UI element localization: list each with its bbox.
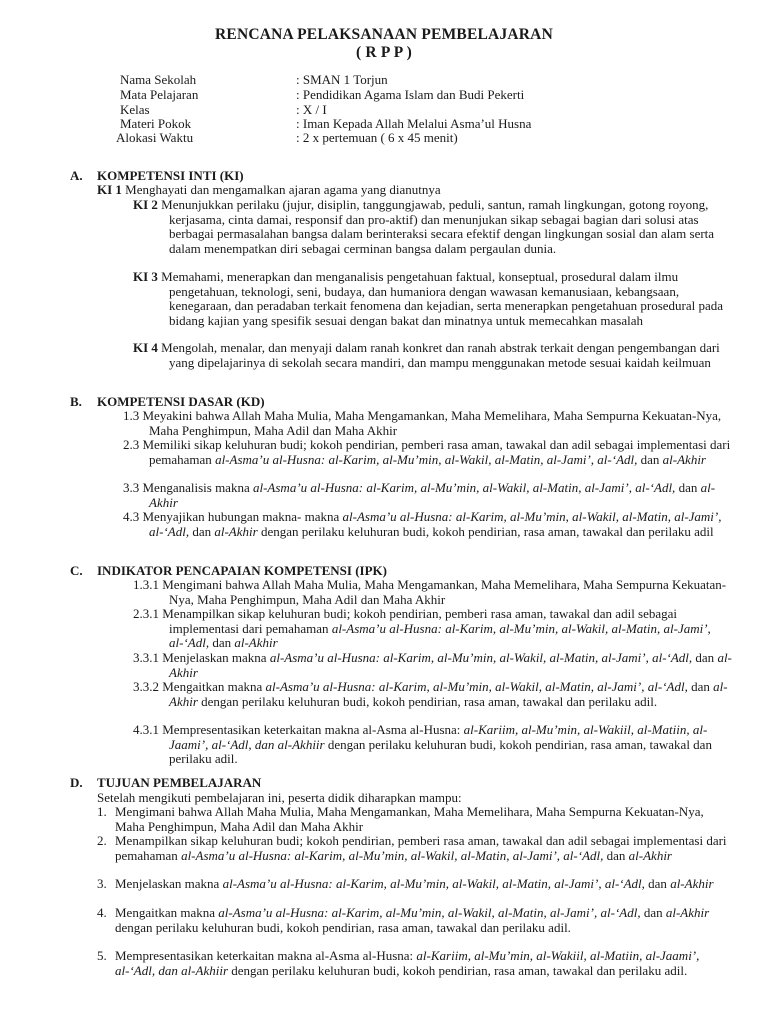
text-run: dan	[209, 635, 235, 651]
goal-number: 2.	[97, 833, 107, 848]
text-run: dengan perilaku keluhuran budi, kokoh pendirian, rasa aman, tawakal dan perilaku adil.	[228, 962, 688, 978]
section-b-title: KOMPETENSI DASAR (KD)	[97, 394, 265, 409]
section-a-letter: A.	[70, 168, 83, 183]
text-run: Mengaitkan makna	[115, 905, 219, 920]
section-b-letter: B.	[70, 394, 82, 409]
ipk-item	[133, 578, 732, 607]
italic-term: al-Asma’u al-Husna: al-Karim, al-Mu’min, al-Wakil, al-Matin, al-Jami’, al-‘Adl,	[252, 480, 676, 495]
text-run: dengan perilaku keluhuran budi, kokoh pendirian, rasa aman, tawakal dan perilaku adil.	[169, 736, 712, 767]
section-c-letter: C.	[70, 563, 83, 578]
item-number: 4.3	[123, 509, 140, 524]
ipk-item	[133, 723, 732, 767]
ki-text: Memahami, menerapkan dan menganalisis pengetahuan faktual, konseptual, prosedural dalam ilmu pengetahuan, teknologi, seni, budaya, dan humaniora dengan wawasan kemanusiaan, kebangsaan, kenegaraan, dan peradaban terkait fenomena dan kejadian, serta menerapkan pengetahuan prosedural pada bidang kajian yang spesifik sesuai dengan bakat dan minatnya untuk memecahkan masalah	[157, 269, 724, 328]
text-run: Menyajikan hubungan makna- makna	[139, 509, 343, 524]
section-a-title: KOMPETENSI INTI (KI)	[97, 168, 244, 183]
item-number: 1.3	[123, 408, 140, 423]
italic-term: al-Asma’u al-Husna: al-Karim, al-Mu’min, al-Wakil, al-Matin, al-Jami’, al-‘Adl,	[181, 847, 604, 863]
text-run: dengan perilaku keluhuran budi, kokoh pendirian, rasa aman, tawakal dan perilaku adil.	[197, 693, 658, 709]
document-title: RENCANA PELAKSANAAN PEMBELAJARAN	[215, 26, 553, 43]
ki-label: KI 1	[97, 182, 122, 197]
item-number: 3.3.2	[133, 679, 159, 694]
kd-item	[123, 481, 732, 510]
italic-term: al-Asma’u al-Husna: al-Karim, al-Mu’min, al-Wakil, al-Matin, al-Jami’, al-‘Adl,	[222, 876, 645, 891]
identity-value: : SMAN 1 Torjun	[296, 72, 388, 87]
ki-text: Mengolah, menalar, dan menyaji dalam ranah konkret dan ranah abstrak terkait dengan pengembangan dari yang dipelajarinya di sekolah secara mandiri, dan mampu menggunakan metode sesuai kaidah keilmuan	[157, 340, 720, 370]
item-number: 3.3.1	[133, 650, 159, 665]
text-run: dengan perilaku keluhuran budi, kokoh pendirian, rasa aman, tawakal dan perilaku adil.	[115, 919, 571, 935]
identity-label: Alokasi Waktu	[116, 130, 194, 145]
text-run: Mempresentasikan keterkaitan makna al-Asma al-Husna:	[115, 948, 417, 963]
goal-number: 5.	[97, 948, 107, 963]
kd-item	[123, 438, 732, 467]
goal-text	[115, 834, 732, 863]
text-run: dan	[189, 523, 215, 539]
text-run: dan	[603, 847, 629, 863]
ipk-item	[133, 607, 732, 651]
ki-label: KI 4	[133, 340, 158, 355]
ki-item	[97, 183, 732, 198]
italic-term: al-Akhir	[169, 679, 728, 709]
kd-item	[123, 409, 732, 438]
goal-item	[97, 877, 732, 892]
item-number: 2.3.1	[133, 606, 159, 621]
text-run: dengan perilaku keluhuran budi, kokoh pendirian, rasa aman, tawakal dan perilaku adil	[257, 523, 714, 539]
identity-value: : X / I	[296, 102, 327, 117]
text-run: Mengimani bahwa Allah Maha Mulia, Maha Mengamankan, Maha Memelihara, Maha Sempurna Kekuatan-Nya, Maha Penghimpun, Maha Adil dan Maha Akhir	[115, 804, 704, 834]
text-run: Menampilkan sikap keluhuran budi; kokoh pendirian, pemberi rasa aman, tawakal dan adil sebagai implementasi dari pemahaman	[159, 606, 678, 636]
text-run: Menjelaskan makna	[115, 876, 223, 891]
text-run: Menjelaskan makna	[159, 650, 270, 665]
text-run: dan	[640, 905, 666, 920]
italic-term: al-Akhir	[628, 847, 672, 863]
ki-item	[133, 270, 732, 328]
section-d-title: TUJUAN PEMBELAJARAN	[97, 775, 262, 790]
italic-term: al-Asma’u al-Husna: al-Karim, al-Mu’min, al-Wakil, al-Matin, al-Jami’, al-‘Adl,	[269, 650, 693, 665]
goal-text	[115, 949, 732, 978]
italic-term: al-Akhir	[665, 905, 710, 920]
section-c-title: INDIKATOR PENCAPAIAN KOMPETENSI (IPK)	[97, 563, 387, 578]
italic-term: al-Akhir	[662, 451, 706, 467]
ipk-item	[133, 651, 732, 680]
ki-text: Menunjukkan perilaku (jujur, disiplin, tanggungjawab, peduli, santun, ramah lingkungan, gotong royong, kerjasama, cinta damai, responsif dan pro-aktif) dan menunjukan sikap sebagai bagian dari solusi atas berbagai permasalahan bangsa dalam berinteraksi secara efektif dengan lingkungan sosial dan alam serta dalam menempatkan diri sebagai cerminan bangsa dalam pergaulan dunia.	[157, 197, 715, 256]
identity-value: : Pendidikan Agama Islam dan Budi Pekerti	[296, 87, 525, 102]
goal-number: 4.	[97, 905, 107, 920]
ki-label: KI 2	[133, 197, 158, 212]
identity-label: Kelas	[120, 102, 150, 117]
text-run: Menganalisis makna	[139, 480, 253, 495]
italic-term: al-Akhir	[149, 480, 716, 510]
text-run: Meyakini bahwa Allah Maha Mulia, Maha Mengamankan, Maha Memelihara, Maha Sempurna Kekuatan-Nya, Maha Penghimpun, Maha Adil dan Maha Akhir	[139, 408, 722, 438]
italic-term: al-Akhir	[234, 635, 278, 651]
section-d-letter: D.	[70, 775, 83, 790]
goal-text	[115, 805, 732, 834]
italic-term: al-Asma’u al-Husna: al-Karim, al-Mu’min, al-Wakil, al-Matin, al-Jami’, al-‘Adl,	[215, 451, 638, 467]
text-run: dan	[675, 480, 701, 495]
text-run: Mempresentasikan keterkaitan makna al-Asma al-Husna:	[159, 722, 464, 737]
italic-term: al-Kariim, al-Mu’min, al-Wakiil, al-Matiin, al-Jaami’, al-‘Adl, dan al-Akhiir	[169, 722, 708, 752]
goal-number: 3.	[97, 876, 107, 891]
text-run: Menampilkan sikap keluhuran budi; kokoh pendirian, pemberi rasa aman, tawakal dan adil sebagai implementasi dari pemahaman	[115, 833, 727, 863]
goal-text	[115, 877, 732, 892]
ki-text: Menghayati dan mengamalkan ajaran agama yang dianutnya	[121, 182, 441, 197]
goal-item	[97, 906, 732, 935]
identity-value: : Iman Kepada Allah Melalui Asma’ul Husna	[296, 116, 532, 131]
italic-term: al-Akhir	[670, 876, 714, 891]
text-run: dan	[687, 679, 714, 694]
goal-item	[97, 805, 732, 834]
goal-item	[97, 834, 732, 863]
item-number: 2.3	[123, 437, 140, 452]
italic-term: al-Asma’u al-Husna: al-Karim, al-Mu’min, al-Wakil, al-Matin, al-Jami’, al-‘Adl,	[169, 620, 711, 651]
text-run: Mengaitkan makna	[159, 679, 266, 694]
italic-term: al-Kariim, al-Mu’min, al-Wakiil, al-Matiin, al-Jaami’, al-‘Adl, dan al-Akhiir	[115, 948, 700, 978]
text-run: Memiliki sikap keluhuran budi; kokoh pendirian, pemberi rasa aman, tawakal dan adil sebagai implementasi dari pemahaman	[139, 437, 731, 467]
text-run: dan	[644, 876, 671, 891]
item-number: 3.3	[123, 480, 140, 495]
identity-label: Mata Pelajaran	[120, 87, 199, 102]
italic-term: al-Asma’u al-Husna: al-Karim, al-Mu’min, al-Wakil, al-Matin, al-Jami’, al-‘Adl,	[149, 509, 722, 539]
ipk-item	[133, 680, 732, 709]
ki-label: KI 3	[133, 269, 158, 284]
goal-number: 1.	[97, 804, 107, 819]
italic-term: al-Akhir	[214, 523, 258, 539]
section-d-intro: Setelah mengikuti pembelajaran ini, peserta didik diharapkan mampu:	[97, 790, 462, 805]
goal-item	[97, 949, 732, 978]
text-run: dan	[637, 451, 663, 467]
text-run: dan	[692, 650, 718, 665]
ki-item	[133, 198, 732, 256]
item-number: 1.3.1	[133, 577, 159, 592]
identity-value: : 2 x pertemuan ( 6 x 45 menit)	[296, 130, 458, 145]
identity-label: Materi Pokok	[120, 116, 192, 131]
italic-term: al-Asma’u al-Husna: al-Karim, al-Mu’min, al-Wakil, al-Matin, al-Jami’, al-‘Adl,	[218, 905, 641, 920]
ki-item	[133, 341, 732, 370]
kd-item	[123, 510, 732, 539]
identity-label: Nama Sekolah	[120, 72, 197, 87]
italic-term: al-Asma’u al-Husna: al-Karim, al-Mu’min, al-Wakil, al-Matin, al-Jami’, al-‘Adl,	[265, 679, 688, 694]
document-subtitle: ( R P P )	[355, 44, 413, 61]
text-run: Mengimani bahwa Allah Maha Mulia, Maha Mengamankan, Maha Memelihara, Maha Sempurna Kekuatan-Nya, Maha Penghimpun, Maha Adil dan Maha Akhir	[159, 577, 727, 607]
italic-term: al-Akhir	[169, 650, 732, 680]
goal-text	[115, 906, 732, 935]
item-number: 4.3.1	[133, 722, 159, 737]
